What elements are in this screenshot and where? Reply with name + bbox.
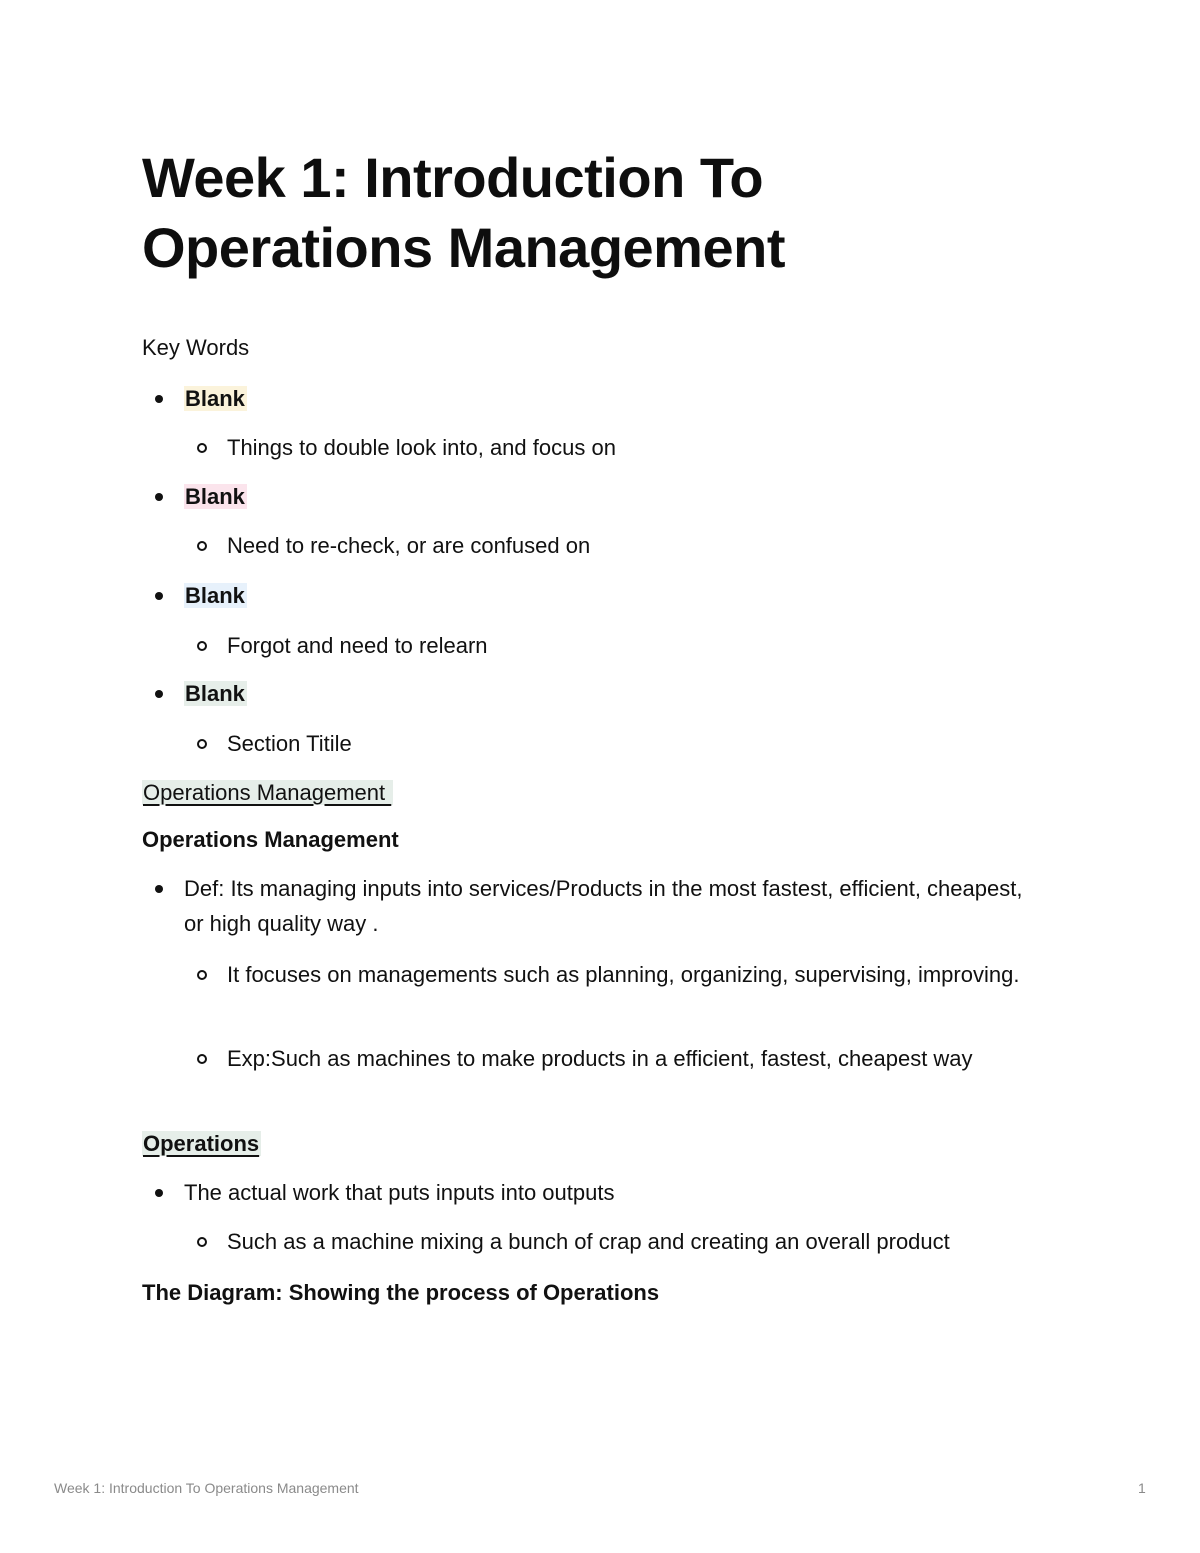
key-word-item [184, 479, 247, 514]
key-word-label: Blank [185, 583, 245, 608]
key-word-item [184, 578, 247, 613]
key-word-description: Need to re-check, or are confused on [227, 533, 591, 558]
section-title [142, 1126, 261, 1161]
section-title-text: Operations Management [143, 780, 392, 805]
section-title [142, 775, 393, 810]
bullet-ring [197, 528, 207, 551]
bullet-ring [197, 1224, 207, 1247]
bullet-dot [155, 871, 163, 893]
diagram-heading: The Diagram: Showing the process of Operations [142, 1280, 660, 1305]
sub-item-text: Exp:Such as machines to make products in a efficient, fastest, cheapest way [227, 1046, 973, 1071]
key-word-item [184, 381, 247, 416]
bullet-ring [197, 726, 207, 749]
bullet-ring [197, 1041, 207, 1064]
bullet-ring [197, 957, 207, 980]
footer-page-number: 1 [1138, 1480, 1146, 1496]
page-title: Week 1: Introduction To Operations Management [142, 146, 785, 279]
bullet-ring [197, 430, 207, 453]
section-subheading: Operations Management [142, 827, 399, 852]
section-title-text: Operations [143, 1131, 260, 1156]
list-item: The actual work that puts inputs into outputs [184, 1180, 615, 1205]
key-word-label: Blank [185, 681, 245, 706]
sub-item-text: It focuses on managements such as planning, organizing, supervising, improving. [227, 962, 1020, 987]
key-word-label: Blank [185, 386, 245, 411]
bullet-dot [155, 1175, 163, 1197]
key-word-label: Blank [185, 484, 245, 509]
definition-text: Def: Its managing inputs into services/Products in the most fastest, efficient, cheapest, or high quality way . [184, 876, 1023, 936]
bullet-dot [155, 381, 163, 403]
key-word-item [184, 676, 247, 711]
key-words-heading: Key Words [142, 335, 250, 360]
key-word-description: Section Titile [227, 731, 352, 756]
bullet-dot [155, 479, 163, 501]
key-word-description: Forgot and need to relearn [227, 633, 488, 658]
sub-item-text: Such as a machine mixing a bunch of crap and creating an overall product [227, 1229, 950, 1254]
bullet-ring [197, 628, 207, 651]
bullet-dot [155, 578, 163, 600]
key-word-description: Things to double look into, and focus on [227, 435, 616, 460]
bullet-dot [155, 676, 163, 698]
footer-title: Week 1: Introduction To Operations Management [54, 1480, 359, 1496]
